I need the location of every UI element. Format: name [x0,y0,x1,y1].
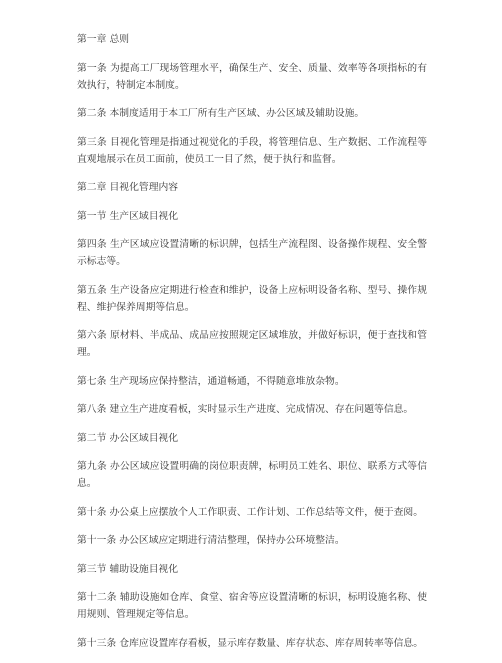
article-paragraph: 第二条 本制度适用于本工厂所有生产区域、办公区域及辅助设施。 [77,108,365,119]
article-paragraph: 第五条 生产设备应定期进行检查和维护，设备上应标明设备名称、型号、操作规程、维护保养周期等信息。 [77,284,427,313]
article-paragraph: 第一条 为提高工厂现场管理水平，确保生产、安全、质量、效率等各项指标的有效执行，特制定本制度。 [77,62,427,91]
chapter-heading: 第二章 目视化管理内容 [77,182,179,193]
document-body [77,31,427,663]
section-heading: 第一节 生产区域目视化 [77,210,179,222]
article-paragraph: 第九条 办公区域应设置明确的岗位职责牌，标明员工姓名、职位、联系方式等信息。 [77,461,427,489]
article-paragraph: 第六条 原材料、半成品、成品应按照规定区域堆放，并做好标识，便于查找和管理。 [77,330,427,358]
article-paragraph: 第十一条 办公区域应定期进行清洁整理，保持办公环境整洁。 [77,535,345,546]
article-paragraph: 第十条 办公桌上应摆放个人工作职责、工作计划、工作总结等文件，便于查阅。 [77,506,424,518]
article-paragraph: 第七条 生产现场应保持整洁，通道畅通，不得随意堆放杂物。 [77,375,345,387]
article-paragraph: 第四条 生产区域应设置清晰的标识牌，包括生产流程图、设备操作规程、安全警示标志等。 [77,239,427,267]
chapter-heading: 第一章 总则 [77,34,130,45]
article-paragraph: 第十二条 辅助设施如仓库、食堂、宿舍等应设置清晰的标识，标明设施名称、使用规则、管理规定等信息。 [77,592,427,620]
article-paragraph: 第八条 建立生产进度看板，实时显示生产进度、完成情况、存在问题等信息。 [77,404,414,415]
article-paragraph: 第三条 目视化管理是指通过视觉化的手段，将管理信息、生产数据、工作流程等直观地展示在员工面前，使员工一目了然，便于执行和监督。 [77,136,427,165]
section-heading: 第三节 辅助设施目视化 [77,563,179,575]
article-paragraph: 第十三条 仓库应设置库存看板，显示库存数量、库存状态、库存周转率等信息。 [77,637,424,649]
section-heading: 第二节 办公区域目视化 [77,432,179,444]
